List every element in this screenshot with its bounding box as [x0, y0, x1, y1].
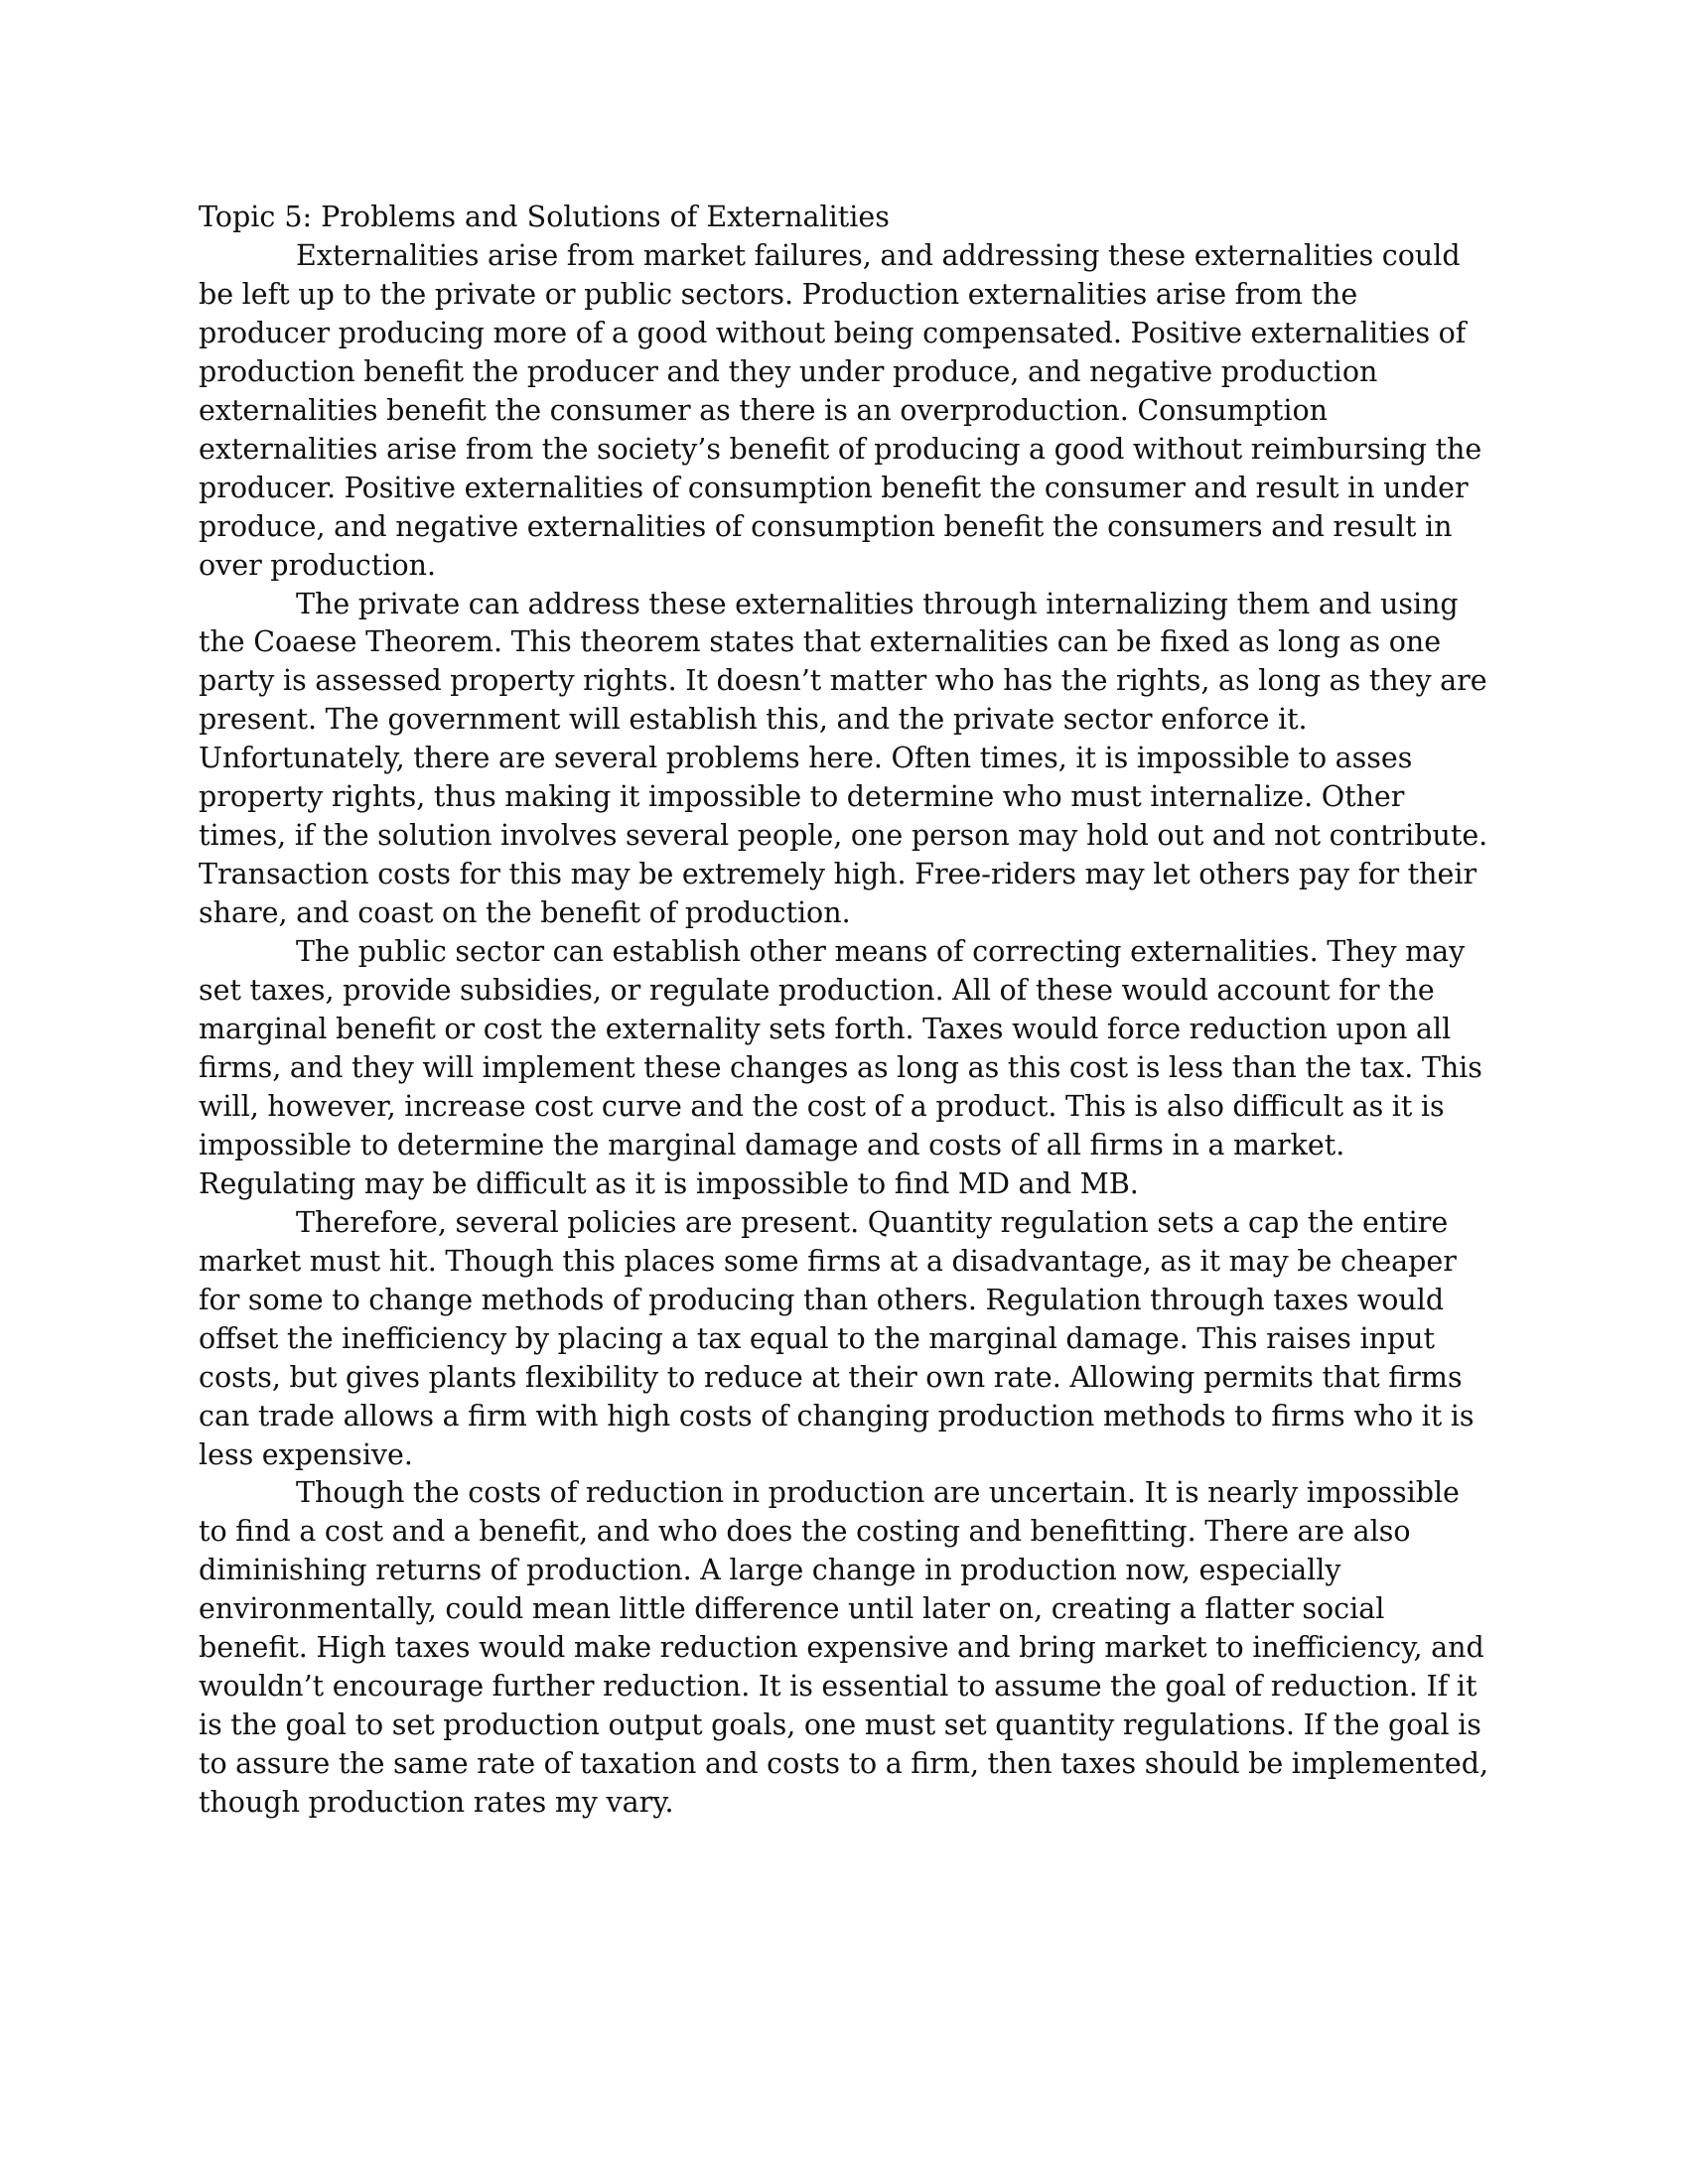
paragraph-uncertainty: Though the costs of reduction in production are uncertain. It is nearly impossible to find a cost and a benefit, and who does the costing and benefitting. There are also diminishing returns of production. A large change in production now, especially environmentally, could mean little difference until later on, creating a flatter social benefit. High taxes would make reduction expensive and bring market to inefficiency, and wouldn’t encourage further reduction. It is essential to assume the goal of reduction. If it is the goal to set production output goals, one must set quantity regulations. If the goal is to assure the same rate of taxation and costs to a firm, then taxes should be implemented, though production rates my vary. [199, 1476, 1489, 1820]
paragraph-policies: Therefore, several policies are present. Quantity regulation sets a cap the entire market must hit. Though this places some firms at a disadvantage, as it may be cheaper for some to change methods of producing than others. Regulation through taxes would offset the inefficiency by placing a tax equal to the marginal damage. This raises input costs, but gives plants flexibility to reduce at their own rate. Allowing permits that firms can trade allows a firm with high costs of changing production methods to firms who it is less expensive. [199, 1205, 1475, 1471]
paragraph-externalities-overview: Externalities arise from market failures, and addressing these externalities could be left up to the private or public sectors. Production externalities arise from the producer producing more of a good without being compensated. Positive externalities of production benefit the producer and they under produce, and negative production externalities benefit the consumer as there is an overproduction. Consumption externalities arise from the society’s benefit of producing a good without reimbursing the producer. Positive externalities of consumption benefit the consumer and result in under produce, and negative externalities of consumption benefit the consumers and result in over production. [199, 238, 1482, 582]
document-body [199, 199, 1494, 1823]
document-title: Topic 5: Problems and Solutions of Externalities [199, 201, 890, 233]
paragraph-public-solutions: The public sector can establish other means of correcting externalities. They may set taxes, provide subsidies, or regulate production. All of these would account for the marginal benefit or cost the externality sets forth. Taxes would force reduction upon all firms, and they will implement these changes as long as this cost is less than the tax. This will, however, increase cost curve and the cost of a product. This is also difficult as it is impossible to determine the marginal damage and costs of all firms in a market. Regulating may be difficult as it is impossible to find MD and MB. [199, 935, 1482, 1200]
paragraph-private-solutions: The private can address these externalities through internalizing them and using the Coaese Theorem. This theorem states that externalities can be fixed as long as one party is assessed property rights. It doesn’t matter who has the rights, as long as they are present. The government will establish this, and the private sector enforce it. Unfortunately, there are several problems here. Often times, it is impossible to asses property rights, thus making it impossible to determine who must internalize. Other times, if the solution involves several people, one person may hold out and not contribute. Transaction costs for this may be extremely high. Free-riders may let others pay for their share, and coast on the benefit of production. [199, 587, 1488, 930]
